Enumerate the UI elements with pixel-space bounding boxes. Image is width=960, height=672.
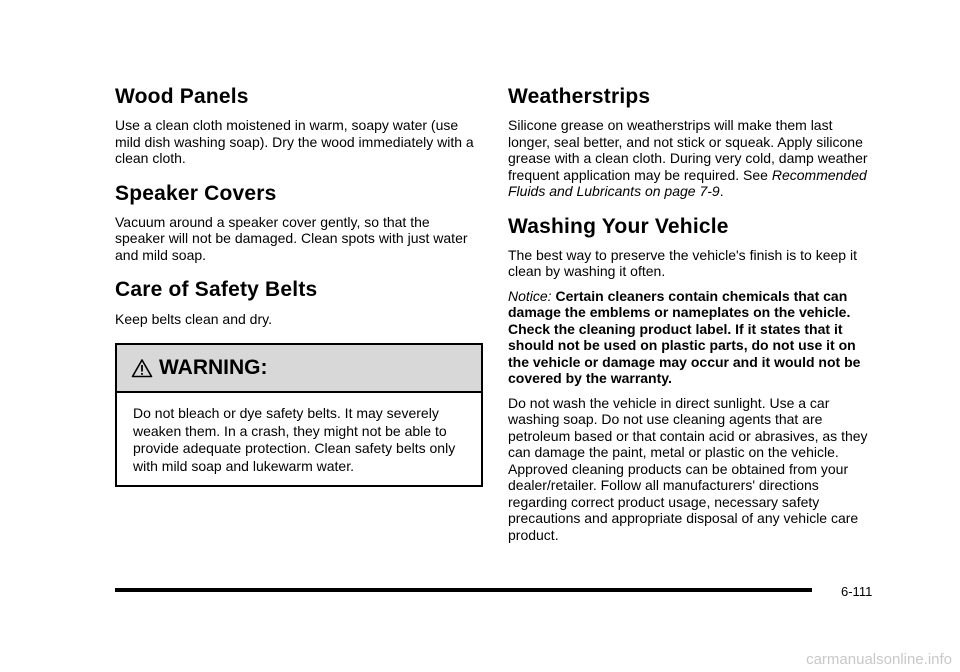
warning-body [117, 393, 481, 485]
notice-label: Notice: [508, 287, 552, 304]
fluids-lubricants-reference: Recommended Fluids and Lubricants on page 7-9 [508, 166, 867, 200]
wood-panels-heading: Wood Panels [115, 85, 249, 108]
weatherstrips-text: Silicone grease on weatherstrips will make them last longer, seal better, and not stick or squeak. Apply silicone grease with a clean cloth. During very cold, damp weather frequent application may be required. See [508, 117, 868, 183]
right-column [508, 84, 876, 551]
footer-rule [115, 588, 812, 592]
weatherstrips-heading: Weatherstrips [508, 85, 651, 108]
warning-triangle-icon [131, 358, 153, 378]
warning-title: WARNING: [159, 356, 268, 380]
left-column [115, 84, 483, 487]
washing-text: The best way to preserve the vehicle's finish is to keep it clean by washing it often. [508, 246, 857, 280]
warning-box [115, 343, 483, 487]
washing-heading: Washing Your Vehicle [508, 214, 729, 238]
page-number: 6-111 [841, 584, 873, 599]
washing-text-2: Do not wash the vehicle in direct sunlight. Use a car washing soap. Do not use cleaning agents that are petroleum based or that contain acid or abrasives, as they can damage the paint, metal or plastic on the vehicle. Approved cleaning products can be obtained from your dealer/retailer. Follow all manufacturers' directions regarding correct product usage, necessary safety precautions and appropriate disposal of any vehicle care product. [508, 394, 868, 543]
reference-end: . [719, 183, 724, 200]
safety-belts-heading: Care of Safety Belts [115, 278, 318, 302]
watermark: carmanualsonline.info [806, 651, 952, 668]
speaker-covers-heading: Speaker Covers [115, 181, 277, 205]
warning-text: Do not bleach or dye safety belts. It may severely weaken them. In a crash, they might not be able to provide adequate protection. Clean safety belts only with mild soap and lukewarm water. [133, 405, 456, 474]
notice-paragraph [508, 288, 876, 387]
notice-text: Certain cleaners contain chemicals that can damage the emblems or nameplates on the vehicle. Check the cleaning product label. If it states that it should not be used on plastic parts, do not use it on the vehicle or damage may occur and it would not be covered by the warranty. [508, 287, 861, 387]
wood-panels-text: Use a clean cloth moistened in warm, soapy water (use mild dish washing soap). Dry the wood immediately with a clean cloth. [115, 117, 474, 167]
speaker-covers-text: Vacuum around a speaker cover gently, so that the speaker will not be damaged. Clean spots with just water and mild soap. [115, 213, 468, 263]
safety-belts-text: Keep belts clean and dry. [115, 310, 272, 327]
warning-header [117, 345, 481, 393]
weatherstrips-paragraph [508, 117, 876, 200]
